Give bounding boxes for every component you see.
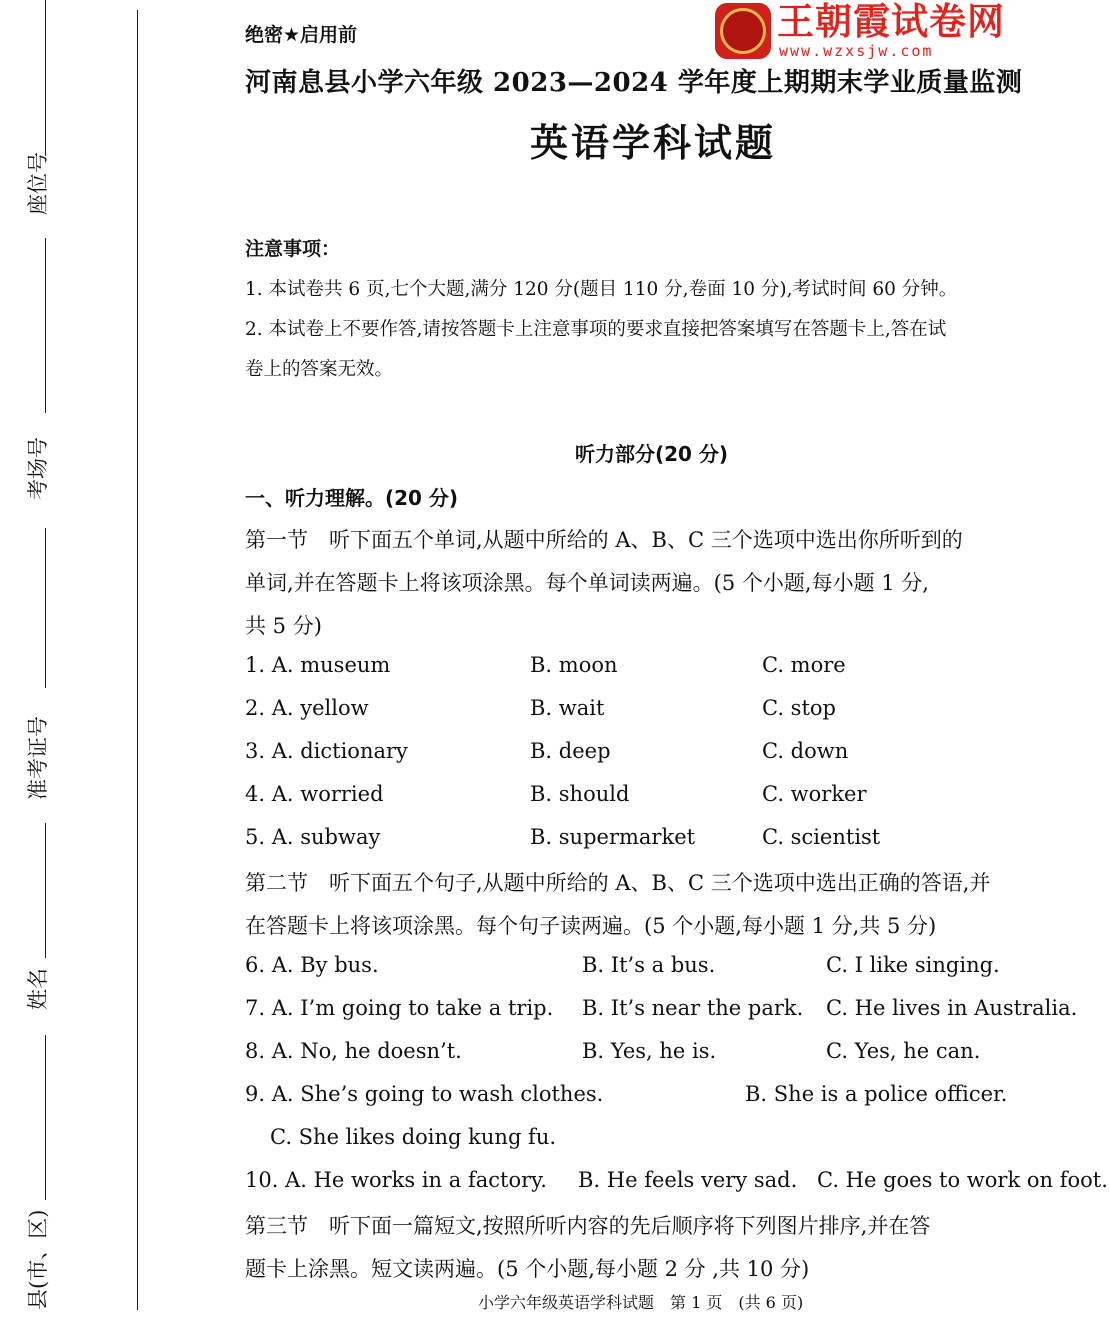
- option-a: 1. A. museum: [245, 653, 391, 677]
- option-a: 7. A. I’m going to take a trip.: [245, 996, 554, 1020]
- subject-title: 英语学科试题: [530, 121, 777, 165]
- instruction: 在答题卡上将该项涂黑。每个句子读两遍。(5 个小题,每小题 1 分,共 5 分): [245, 914, 937, 938]
- margin-divider: [137, 10, 138, 1310]
- option-a: 3. A. dictionary: [245, 739, 408, 763]
- note-1: 1. 本试卷共 6 页,七个大题,满分 120 分(题目 110 分,卷面 10 分),考试时间 60 分钟。: [245, 279, 958, 300]
- instruction: 单词,并在答题卡上将该项涂黑。每个单词读两遍。(5 个小题,每小题 1 分,: [245, 571, 929, 595]
- option-a: 5. A. subway: [245, 825, 381, 849]
- name-blank[interactable]: [45, 823, 46, 958]
- exam-id-blank[interactable]: [45, 528, 46, 688]
- logo-badge-icon: [715, 3, 771, 59]
- option-c: C. I like singing.: [826, 953, 1000, 977]
- option-c: C. down: [762, 739, 849, 763]
- option-b: B. She is a police officer.: [745, 1082, 1008, 1106]
- option-a: 9. A. She’s going to wash clothes.: [245, 1082, 604, 1106]
- option-b: B. supermarket: [530, 825, 696, 849]
- logo-brand: 王朝霞试卷网: [777, 0, 1005, 43]
- listening-part-heading: 听力部分(20 分): [575, 442, 729, 466]
- note-2: 2. 本试卷上不要作答,请按答题卡上注意事项的要求直接把答案填写在答题卡上,答在试: [245, 319, 947, 340]
- county-blank[interactable]: [45, 1035, 46, 1200]
- option-b: B. deep: [530, 739, 611, 763]
- option-b: B. wait: [530, 696, 605, 720]
- instruction: 共 5 分): [245, 614, 322, 638]
- option-c: C. worker: [762, 782, 867, 806]
- option-b: B. should: [530, 782, 630, 806]
- option-a: 10. A. He works in a factory.: [245, 1168, 547, 1192]
- option-b: B. It’s near the park.: [582, 996, 804, 1020]
- name-label: 姓名: [26, 968, 50, 1010]
- option-a: 6. A. By bus.: [245, 953, 379, 977]
- note-2-cont: 卷上的答案无效。: [245, 359, 394, 380]
- option-b: B. moon: [530, 653, 618, 677]
- room-label: 考场号: [26, 437, 50, 500]
- option-a: 4. A. worried: [245, 782, 384, 806]
- instruction: 第三节 听下面一篇短文,按照所听内容的先后顺序将下列图片排序,并在答: [245, 1214, 931, 1238]
- room-blank[interactable]: [45, 238, 46, 413]
- exam-title: 河南息县小学六年级 2023—2024 学年度上期期末学业质量监测: [245, 68, 1023, 98]
- option-b: B. It’s a bus.: [582, 953, 716, 977]
- option-c: C. She likes doing kung fu.: [270, 1125, 557, 1149]
- notes-heading: 注意事项：: [245, 238, 341, 260]
- seat-label: 座位号: [26, 152, 50, 215]
- county-label: 县(市、区): [26, 1209, 50, 1310]
- option-c: C. He goes to work on foot.: [817, 1168, 1108, 1192]
- instruction: 第二节 听下面五个句子,从题中所给的 A、B、C 三个选项中选出正确的答语,并: [245, 871, 991, 895]
- option-c: C. more: [762, 653, 846, 677]
- option-c: C. scientist: [762, 825, 881, 849]
- option-c: C. stop: [762, 696, 836, 720]
- option-b: B. Yes, he is.: [582, 1039, 717, 1063]
- option-b: B. He feels very sad.: [578, 1168, 798, 1192]
- logo-url: www.wzxsjw.com: [779, 42, 934, 60]
- option-a: 2. A. yellow: [245, 696, 369, 720]
- option-c: C. Yes, he can.: [826, 1039, 981, 1063]
- section-1-heading: 一、听力理解。(20 分): [245, 486, 459, 510]
- option-c: C. He lives in Australia.: [826, 996, 1078, 1020]
- page-footer: 小学六年级英语学科试题 第 1 页 (共 6 页): [478, 1293, 804, 1312]
- instruction: 题卡上涂黑。短文读两遍。(5 个小题,每小题 2 分 ,共 10 分): [245, 1257, 810, 1281]
- option-a: 8. A. No, he doesn’t.: [245, 1039, 462, 1063]
- binding-margin: [0, 0, 70, 1328]
- confidential-label: 绝密★启用前: [245, 24, 358, 46]
- exam-id-label: 准考证号: [26, 716, 50, 800]
- seat-blank[interactable]: [45, 0, 46, 156]
- logo: [715, 2, 1005, 60]
- instruction: 第一节 听下面五个单词,从题中所给的 A、B、C 三个选项中选出你所听到的: [245, 528, 963, 552]
